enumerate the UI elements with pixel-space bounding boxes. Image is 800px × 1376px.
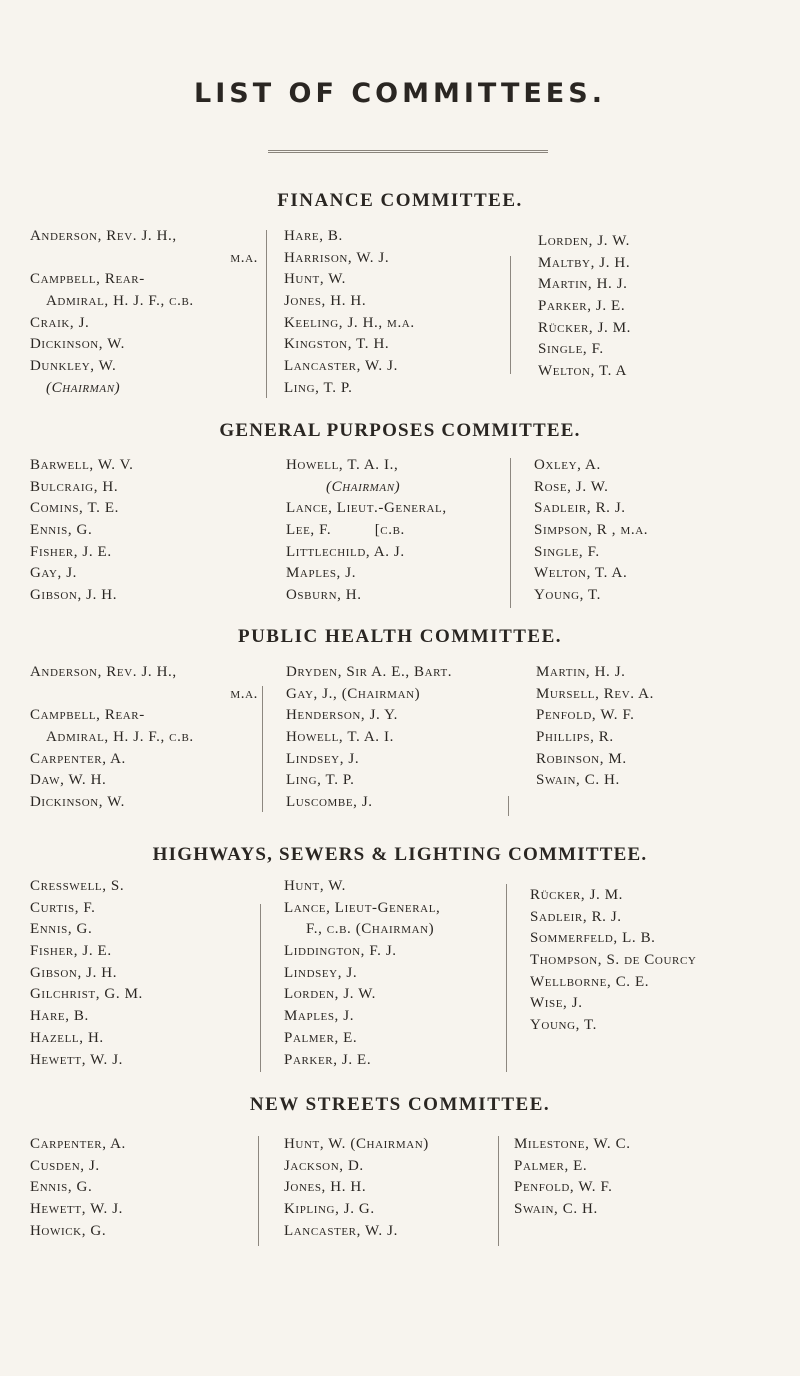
member-name: Swain, C. H. xyxy=(536,772,620,789)
member-name: Penfold, W. F. xyxy=(536,707,635,724)
highways-column-3 xyxy=(530,885,696,1037)
member-name: Young, T. xyxy=(530,1017,598,1034)
public-health-column-3 xyxy=(536,662,654,792)
member-name-cont: m.a. xyxy=(230,249,258,266)
member-name: Hunt, W. xyxy=(284,878,346,894)
finance-column-3 xyxy=(538,231,631,383)
member-name: Littlechild, A. J. xyxy=(286,543,405,560)
member-name: Robinson, M. xyxy=(536,750,627,767)
member-name: Ennis, G. xyxy=(30,522,93,539)
title-divider xyxy=(268,150,548,153)
member-name: Martin, H. J. xyxy=(536,664,626,680)
page-title: LIST OF COMMITTEES. xyxy=(194,78,606,109)
member-name: Osburn, H. xyxy=(286,587,362,604)
member-name: Hazell, H. xyxy=(30,1029,104,1046)
member-name: Carpenter, A. xyxy=(30,750,126,767)
member-name: Dunkley, W. xyxy=(30,358,117,375)
member-name: Harrison, W. J. xyxy=(284,249,390,266)
member-name: Campbell, Rear- xyxy=(30,707,145,724)
member-name: Keeling, J. H., m.a. xyxy=(284,314,415,331)
member-name: Hewett, W. J. xyxy=(30,1051,123,1068)
member-name: Cresswell, S. xyxy=(30,878,125,894)
chairman-note: (Chairman) xyxy=(326,478,401,495)
member-name: Lance, Lieut.-General, xyxy=(286,500,447,517)
member-name: Maples, J. xyxy=(284,1008,355,1025)
finance-committee-heading: FINANCE COMMITTEE. xyxy=(277,190,523,211)
member-name: Howell, T. A. I. xyxy=(286,729,394,746)
member-name: Barwell, W. V. xyxy=(30,457,134,473)
member-name: Lance, Lieut-General, xyxy=(284,899,441,916)
column-divider xyxy=(262,686,263,812)
member-name: Simpson, R , m.a. xyxy=(534,522,649,539)
member-name: Liddington, F. J. xyxy=(284,943,397,960)
member-name: Mursell, Rev. A. xyxy=(536,685,654,702)
column-divider xyxy=(506,884,507,1072)
column-divider xyxy=(498,1136,499,1246)
member-name: Comins, T. E. xyxy=(30,500,119,517)
member-name: Penfold, W. F. xyxy=(514,1179,613,1196)
member-name: Hare, B. xyxy=(284,228,343,244)
member-name: Ling, T. P. xyxy=(284,379,353,396)
member-name: Kipling, J. G. xyxy=(284,1201,375,1218)
member-name: Sadleir, R. J. xyxy=(530,908,622,925)
member-name: Hewett, W. J. xyxy=(30,1201,123,1218)
highways-sewers-lighting-committee-heading: HIGHWAYS, SEWERS & LIGHTING COMMITTEE. xyxy=(152,844,648,865)
member-name: Parker, J. E. xyxy=(284,1051,372,1068)
member-name: Lee, F. [c.b. xyxy=(286,522,405,539)
member-name: Jones, H. H. xyxy=(284,293,367,310)
member-name: Carpenter, A. xyxy=(30,1136,126,1152)
member-name: Hare, B. xyxy=(30,1008,89,1025)
member-name: Maples, J. xyxy=(286,565,357,582)
highways-column-2 xyxy=(284,876,506,1071)
member-name: Welton, T. A. xyxy=(534,565,628,582)
member-name: Welton, T. A xyxy=(538,363,627,380)
column-divider xyxy=(510,256,511,374)
member-name: Dickinson, W. xyxy=(30,794,125,811)
column-divider xyxy=(258,1136,259,1246)
general-purposes-column-3 xyxy=(534,455,648,607)
member-name: Anderson, Rev. J. H., xyxy=(30,664,177,680)
member-name: Fisher, J. E. xyxy=(30,943,112,960)
new-streets-column-3 xyxy=(514,1134,631,1221)
column-divider xyxy=(260,904,261,1072)
member-name: Luscombe, J. xyxy=(286,794,373,811)
column-divider xyxy=(508,796,509,816)
new-streets-committee-heading: NEW STREETS COMMITTEE. xyxy=(249,1094,551,1115)
member-name: Lindsey, J. xyxy=(284,964,358,981)
member-name: Young, T. xyxy=(534,587,602,604)
public-health-committee-heading: PUBLIC HEALTH COMMITTEE. xyxy=(237,626,563,647)
member-name: Dryden, Sir A. E., Bart. xyxy=(286,664,453,680)
column-divider xyxy=(266,230,267,398)
column-divider xyxy=(510,458,511,608)
member-name: Rose, J. W. xyxy=(534,478,609,495)
member-name: Anderson, Rev. J. H., xyxy=(30,228,177,244)
public-health-column-2 xyxy=(286,662,452,814)
member-name: Daw, W. H. xyxy=(30,772,107,789)
member-name: Campbell, Rear- xyxy=(30,271,145,288)
member-name: Sadleir, R. J. xyxy=(534,500,626,517)
member-name: Martin, H. J. xyxy=(538,276,628,293)
member-name: Craik, J. xyxy=(30,314,90,331)
member-name: Bulcraig, H. xyxy=(30,478,119,495)
member-name: Wellborne, C. E. xyxy=(530,973,650,990)
member-name: Jones, H. H. xyxy=(284,1179,367,1196)
member-name: Rücker, J. M. xyxy=(538,319,632,336)
member-name: Gay, J. xyxy=(30,565,77,582)
member-name: Kingston, T. H. xyxy=(284,336,390,353)
member-name: Lancaster, W. J. xyxy=(284,358,398,375)
member-name: Sommerfeld, L. B. xyxy=(530,930,656,947)
general-purposes-column-1 xyxy=(30,455,134,607)
member-name: Oxley, A. xyxy=(534,457,601,473)
finance-column-2 xyxy=(284,226,415,400)
highways-column-1 xyxy=(30,876,143,1071)
member-name: Ling, T. P. xyxy=(286,772,355,789)
member-name: Swain, C. H. xyxy=(514,1201,598,1218)
member-name: Ennis, G. xyxy=(30,921,93,938)
general-purposes-column-2 xyxy=(286,455,506,607)
member-name: Gibson, J. H. xyxy=(30,587,118,604)
member-name: Henderson, J. Y. xyxy=(286,707,399,724)
member-name: Lorden, J. W. xyxy=(284,986,376,1003)
member-name: Lancaster, W. J. xyxy=(284,1222,398,1239)
member-name: Fisher, J. E. xyxy=(30,543,112,560)
member-name: Curtis, F. xyxy=(30,899,96,916)
member-name: Milestone, W. C. xyxy=(514,1136,631,1152)
member-name: Single, F. xyxy=(538,341,604,358)
public-health-column-1 xyxy=(30,662,262,814)
member-name: Cusden, J. xyxy=(30,1157,100,1174)
member-name: Palmer, E. xyxy=(514,1157,588,1174)
member-name-cont: F., c.b. (Chairman) xyxy=(306,921,435,938)
member-name: Lorden, J. W. xyxy=(538,233,630,249)
member-name: Howick, G. xyxy=(30,1222,107,1239)
member-name: Thompson, S. de Courcy xyxy=(530,952,697,969)
chairman-note: (Chairman) xyxy=(46,379,121,396)
member-name: Wise, J. xyxy=(530,995,583,1012)
member-name-cont: Admiral, H. J. F., c.b. xyxy=(46,293,194,310)
member-name: Palmer, E. xyxy=(284,1029,358,1046)
member-name: Howell, T. A. I., xyxy=(286,457,399,473)
member-name: Hunt, W. (Chairman) xyxy=(284,1136,429,1152)
member-name: Single, F. xyxy=(534,543,600,560)
new-streets-column-2 xyxy=(284,1134,429,1242)
member-name: Hunt, W. xyxy=(284,271,346,288)
member-name: Lindsey, J. xyxy=(286,750,360,767)
member-name: Rücker, J. M. xyxy=(530,887,624,903)
member-name: Dickinson, W. xyxy=(30,336,125,353)
member-name-cont: Admiral, H. J. F., c.b. xyxy=(46,729,194,746)
member-name: Phillips, R. xyxy=(536,729,614,746)
member-name-cont: m.a. xyxy=(230,685,258,702)
member-name: Maltby, J. H. xyxy=(538,254,631,271)
new-streets-column-1 xyxy=(30,1134,126,1242)
member-name: Jackson, D. xyxy=(284,1157,364,1174)
general-purposes-committee-heading: GENERAL PURPOSES COMMITTEE. xyxy=(219,420,581,441)
finance-column-1 xyxy=(30,226,262,400)
member-name: Gibson, J. H. xyxy=(30,964,118,981)
member-name: Gilchrist, G. M. xyxy=(30,986,143,1003)
member-name: Ennis, G. xyxy=(30,1179,93,1196)
member-name: Gay, J., (Chairman) xyxy=(286,685,421,702)
member-name: Parker, J. E. xyxy=(538,298,626,315)
